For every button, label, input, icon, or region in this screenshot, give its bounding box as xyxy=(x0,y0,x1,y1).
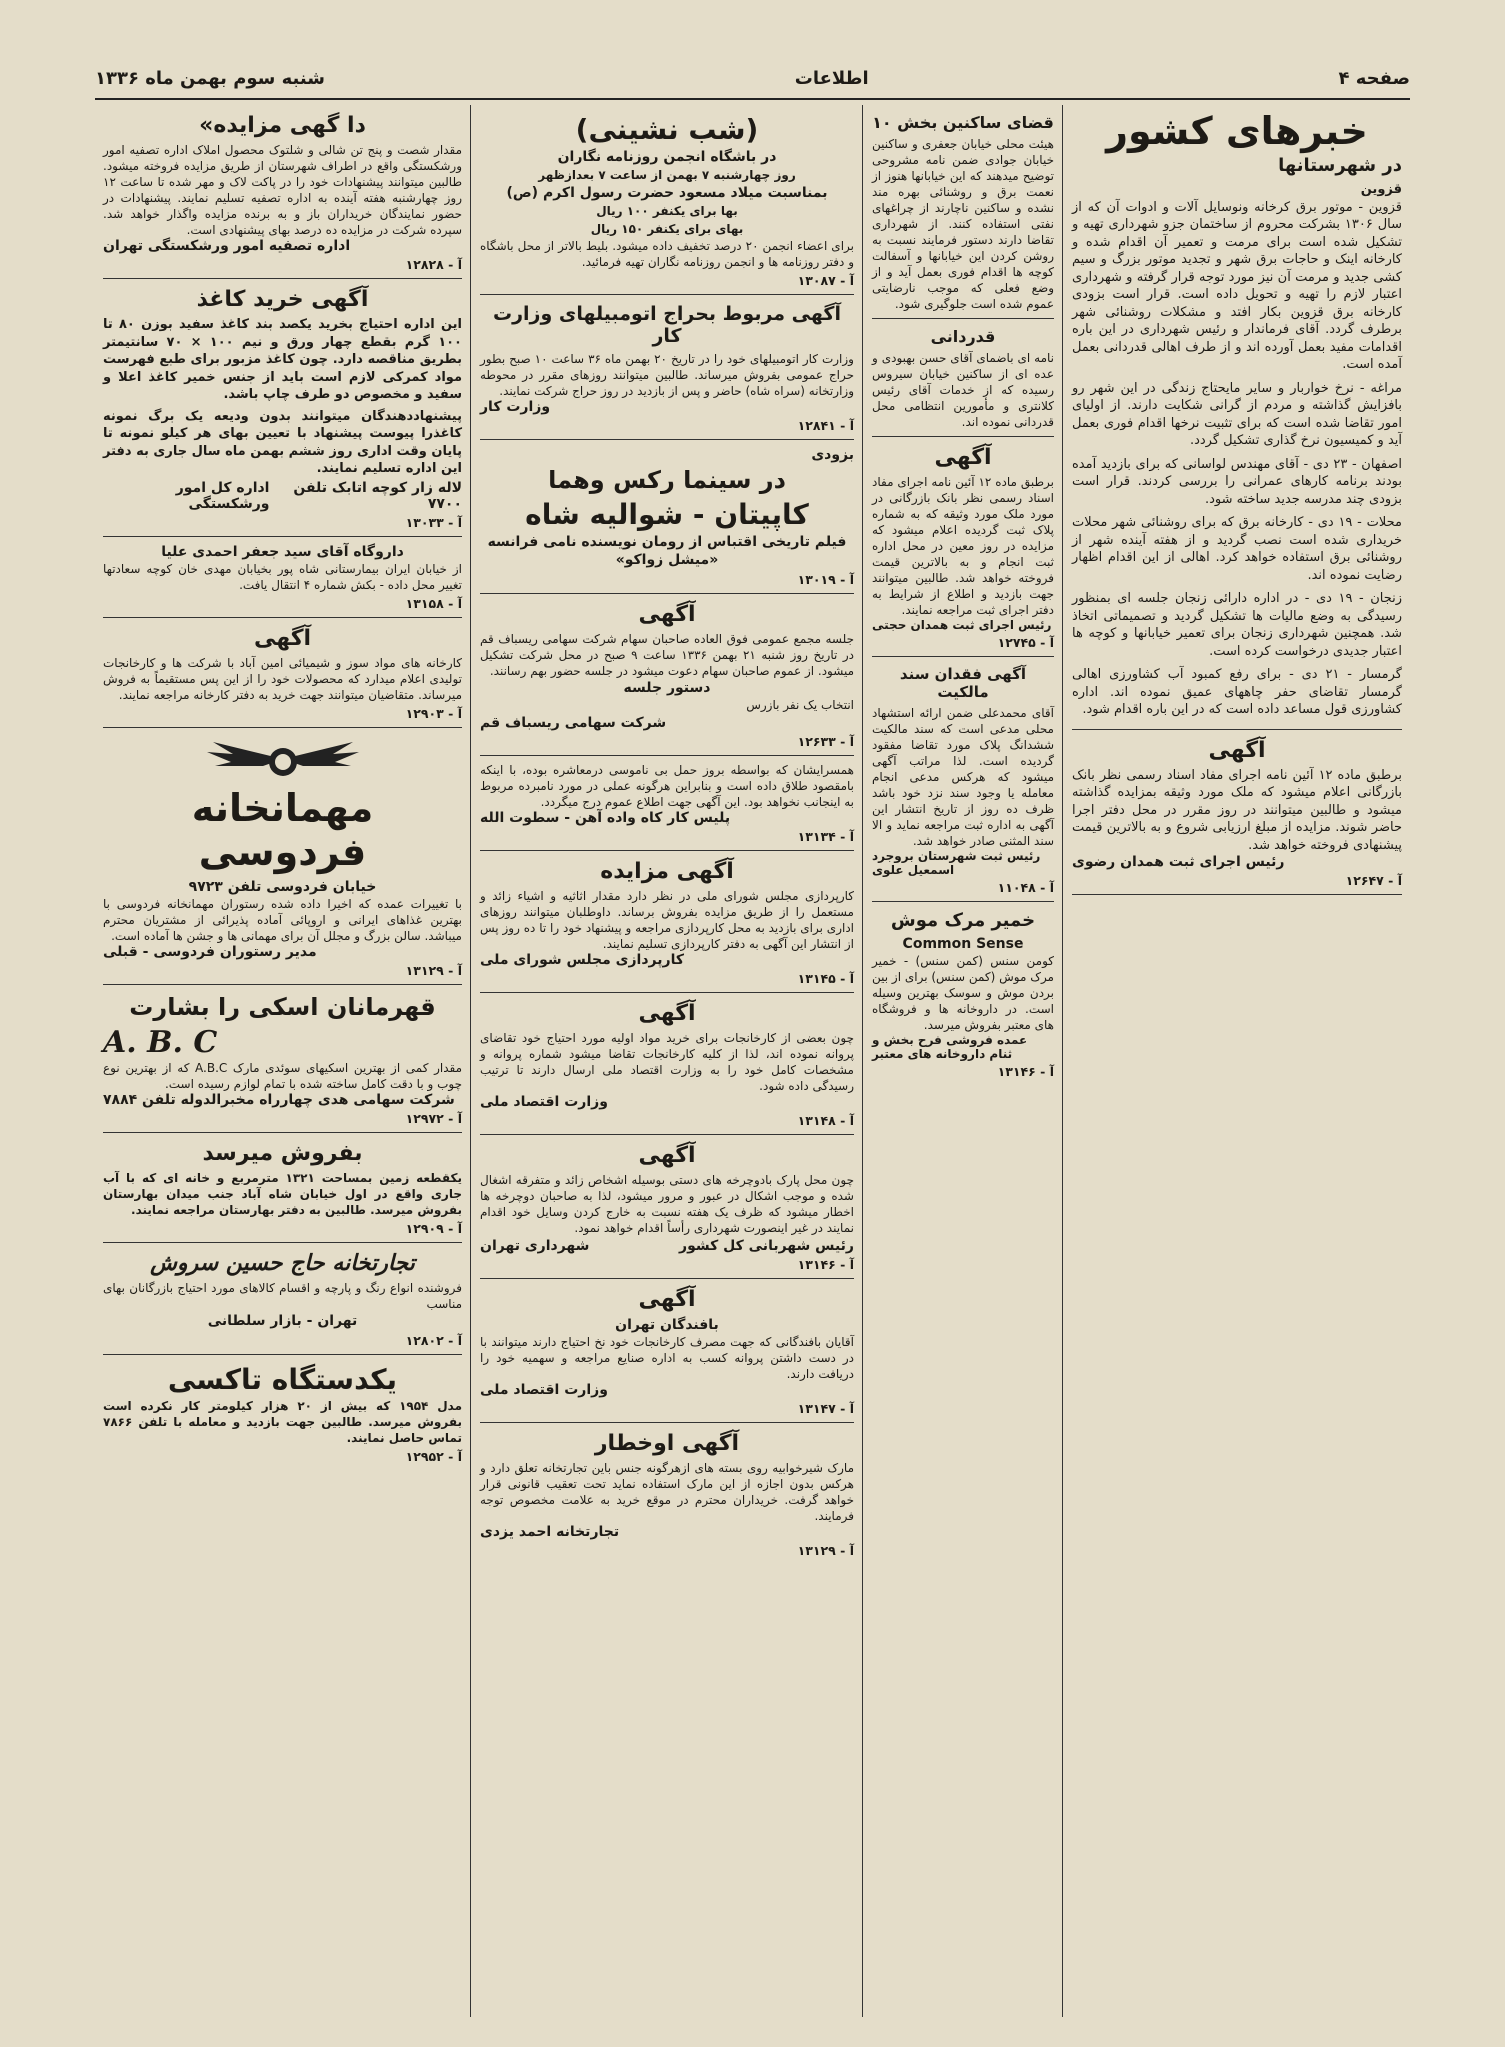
ad-box xyxy=(480,295,854,440)
newspaper-name: اطلاعات xyxy=(794,67,869,89)
ad-reference: آ - ۱۲۹۰۹ xyxy=(405,1220,462,1236)
ad-reference: آ - ۱۳۱۲۹ xyxy=(405,962,462,978)
ad-reference: آ - ۱۲۸۲۸ xyxy=(405,257,462,272)
ad-signature: عمده فروشی فرح بخش و ثنام داروخانه های معتبر xyxy=(872,1033,1028,1061)
ad-reference: آ - ۱۳۱۵۸ xyxy=(405,595,462,611)
ad-text: از خیابان ایران بیمارستانی شاه پور بخیابان مهدی خان کوچه سعادتها تغییر محل داده - بکش شماره ۴ انتقال یافت. xyxy=(103,561,462,592)
ad-signatures: لاله زار کوچه اتابک تلفن ۷۷۰۰ اداره کل امور ورشکستگی xyxy=(175,479,462,512)
news-item: قزوین - موتور برق کرخانه ونوسایل آلات و ادوات آن که از سال ۱۳۰۶ بشرکت محروم از ساختمان جزو شهرداری تهیه و تشکیل شده است برای مرمت و تعمیر آن اقدام شده و کارخانه اینک و حاجات برق شهر و تجدید موتور بزرگ و سیم کشی جدید و مرمت آن نیز مورد توجه قرار گرفته و شهرداری اعتبار لازم را تهیه و تحویل داده است. قرار است بزودی کارخانه برق قزوین بکار افتد و مشکلات روشنائی شهر برطرف گردد. آقای فرماندار و رئیس شهرداری در این باره اقدامات مفید بعمل آورده اند و از طرف اهالی قدردانی بعمل آمده است. xyxy=(1072,199,1402,372)
ad-subtitle: بافندگان تهران xyxy=(615,1316,719,1333)
ad-box xyxy=(103,105,462,279)
ad-signature: پلیس کار کاه واده آهن - سطوت الله xyxy=(480,809,731,826)
ad-subtitle: تهران - بازار سلطانی xyxy=(207,1312,358,1329)
page-header xyxy=(95,58,1410,100)
ad-text: مارک شیرخوابیه روی بسته های ازهرگونه جنس باین تجارتخانه تعلق دارد و هرکس بدون اجازه از این مارک استفاده نماید تحت تعقیب قانونی قرار خواهد گرفت. خریداران محترم در موقع خرید به علامت مخصوص توجه فرمایند. xyxy=(480,1460,854,1523)
ad-title: تجارتخانه حاج حسین سروش xyxy=(150,1250,415,1276)
ad-box xyxy=(480,1423,854,1564)
ad-signature: وزارت اقتصاد ملی xyxy=(480,1381,608,1398)
movie-title: کاپیتان - شوالیه شاه xyxy=(525,498,809,531)
ad-reference: آ - ۱۲۹۷۲ xyxy=(405,1110,462,1126)
ad-text: وزارت کار اتومبیلهای خود را در تاریخ ۲۰ بهمن ماه ۳۶ ساعت ۱۰ صبح بطور حراج عمومی بفروش میرساند. طالبین میتوانند روزهای مقرر در محوطه وزارتخانه (سراه شاه) حاضر و پس از بازدید در روز حراج شرکت نمایند. xyxy=(480,352,854,398)
ad-title: داروگاه آقای سید جعفر احمدی علیا xyxy=(161,543,404,560)
ad-signature: وزارت اقتصاد ملی xyxy=(480,1093,608,1110)
ads-column xyxy=(472,105,862,2017)
ad-reference: آ - ۱۳۱۲۹ xyxy=(797,1542,854,1558)
column-rule xyxy=(862,105,863,2017)
ad-text: برطبق ماده ۱۲ آئین نامه اجرای مفاد اسناد رسمی نظر بانک بازرگانی در مورد ملک مورد وثیقه که به شماره پلاک ثبت گردیده اعلام میشود که مزایده در روز معین در محل اداره ثبت انجام و به بالاترین قیمت فروخته خواهد شد. طالبین میتوانند جهت بازدید و اطلاع از شرایط به دفتر اجرای ثبت مراجعه نمایند. xyxy=(872,475,1054,617)
ad-text: یکقطعه زمین بمساحت ۱۳۲۱ مترمربع و خانه ای که با آب جاری واقع در اول خیابان شاه آباد جنب میدان بهارستان بفروش میرسد. طالبین به دفتر بهارستان مراجعه نمایند. xyxy=(103,1170,462,1217)
ad-subtitle: بها برای یکنفر ۱۰۰ ریال xyxy=(596,204,738,218)
ad-box xyxy=(103,618,462,728)
ad-text: مقدار شصت و پنج تن شالی و شلتوک محصول املاک اداره تصفیه امور ورشکستگی واقع در اطراف شهرستان از طریق مزایده فروخته میشود. طالبین میتوانند پیشنهادات خود را در پاکت لاک و مهر شده تا ساعت ۱۲ روز چهارشنبه هفته آینده به اداره تصفیه تسلیم نمایند. پیشنهادات در حضور نمایندگان خریداران باز و به برنده مزایده واگذار خواهد شد. سپرده شرکت در مزایده ده درصد بهای پیشنهادی است. xyxy=(103,143,462,237)
ad-signature: کارپردازی مجلس شورای ملی xyxy=(480,951,684,968)
ad-text: همسرایشان که بواسطه بروز حمل بی ناموسی درمعاشره بوده، با اینکه بامقصود طلاق داده است و بنابراین هرگونه عملی در مورد نامبرده مربوط به اینجانب نخواهد بود. این آگهی جهت اطلاع عموم درج میگردد. xyxy=(480,762,854,809)
ad-text: این اداره احتیاج بخرید یکصد بند کاغذ سفید بوزن ۸۰ تا ۱۰۰ گرم بقطع چهار ورق و نیم ۱۰۰ × ۷۰ سانتیمتر بطریق مناقصه دارد. چون کاغذ مزبور برای طبع فهرست مواد کمرکی لازم است باید از جنس خمیر کاغذ اعلا و سفید و مخصوص دو طرف چاپ باشد. xyxy=(103,317,462,402)
ad-title: آگهی فقدان سند مالکیت xyxy=(899,665,1027,701)
ad-subtitle: در باشگاه انجمن روزنامه نگاران xyxy=(557,149,777,165)
ad-title: بفروش میرسد xyxy=(202,1140,363,1166)
ad-subtitle: خیابان فردوسی تلفن ۹۷۲۳ xyxy=(188,878,377,895)
ad-signature: تجارتخانه احمد یزدی xyxy=(480,1523,620,1540)
ad-box xyxy=(872,902,1054,1085)
issue-date: شنبه سوم بهمن ماه ۱۳۳۶ xyxy=(95,67,325,89)
ad-subtitle: «میشل زواکو» xyxy=(615,552,719,568)
ad-reference: آ - ۱۲۹۰۳ xyxy=(405,705,462,721)
ad-title: آگهی xyxy=(638,1142,696,1168)
ad-text: پیشنهاددهندگان میتوانند بدون ودیعه یک برگ نمونه کاغذرا پیوست پیشنهاد با تعیین بهای هر کیلو نمونه تا پایان وقت اداری روز ششم بهمن ماه سال جاری به دفتر این اداره تسلیم نمایند. xyxy=(103,408,462,476)
ad-signature: مدیر رستوران فردوسی - قبلی xyxy=(103,943,317,960)
ad-text: کومن سنس (کمن سنس) - خمیر مرک موش (کمن سنس) برای از بین بردن موش و سوسک بهترین وسیله است. در داروخانه ها و فروشگاه های معتبر بفروش میرسد. xyxy=(872,954,1054,1032)
section-subtitle: در شهرستانها xyxy=(1278,155,1402,176)
ad-text: کارخانه های مواد سوز و شیمیائی امین آباد با شرکت ها و کارخانجات تولیدی اعلام میدارد که محصولات خود را از این پس مستقیماً به فروش میرساند. متقاضیان میتوانند جهت خرید به دفتر کارخانه مراجعه نمایند. xyxy=(103,655,462,702)
ad-reference: آ - ۱۲۸۰۲ xyxy=(405,1332,462,1348)
ad-box xyxy=(103,279,462,537)
ad-signature: شرکت سهامی ریسباف قم xyxy=(480,714,667,731)
ad-reference: آ - ۱۲۹۵۲ xyxy=(405,1448,462,1464)
ad-box xyxy=(103,1133,462,1243)
ad-title: در سینما رکس وهما xyxy=(548,466,786,494)
news-item: مراغه - نرخ خواربار و سایر مایحتاج زندگی در این شهر رو بافزایش گذاشته و مردم از گرانی شکایت دارند. از اولیای امور تقاضا شده است که برای تثبیت نرخها اقدام فوری بعمل آید و کمیسیون نرخ گذاری تشکیل گردد. xyxy=(1072,380,1402,448)
ads-column xyxy=(95,105,470,2017)
column-rule xyxy=(1062,105,1063,2017)
ad-text: مدل ۱۹۵۴ که بیش از ۲۰ هزار کیلومتر کار نکرده است بفروش میرسد. طالبین جهت بازدید و معامله با تلفن ۷۸۶۶ تماس حاصل نمایند. xyxy=(103,1398,462,1445)
news-item: محلات - ۱۹ دی - کارخانه برق که برای روشنائی شهر محلات خریداری شده است نصب گردید و از هفته آینده شهر از روشنائی برق استفاده خواهد کرد. اهالی از این اقدام اظهار رضایت نموده اند. xyxy=(1072,515,1402,583)
ad-signature: رئیس اجرای ثبت همدان حجتی xyxy=(872,618,1052,632)
ad-box xyxy=(103,1355,462,1470)
ad-title: آگهی xyxy=(253,625,312,651)
ad-reference: آ - ۱۲۶۴۷ xyxy=(1345,873,1402,888)
ad-title: (شب نشینی) xyxy=(575,113,759,146)
ad-signature: رئیس ثبت شهرستان بروجرد اسمعیل علوی xyxy=(872,849,1041,877)
ad-reference: آ - ۱۲۷۴۵ xyxy=(997,635,1054,650)
page-number: صفحه ۴ xyxy=(1338,67,1410,89)
ad-title: آگهی مزایده xyxy=(600,858,734,884)
ad-text: آقایان بافندگانی که جهت مصرف کارخانجات خود نخ احتیاج دارند میتوانند با در دست داشتن پروانه کسب به اداره صنایع مراجعه و سهمیه خود را دریافت دارند. xyxy=(480,1334,854,1381)
ad-signature: شرکت سهامی هدی چهارراه مخبرالدوله تلفن ۷۸۸۴ xyxy=(103,1091,455,1108)
ad-reference: آ - ۱۳۱۴۶ xyxy=(997,1064,1054,1079)
ad-text: انتخاب یک نفر بازرس xyxy=(746,698,854,712)
ad-text: چون بعضی از کارخانجات برای خرید مواد اولیه مورد احتیاج خود تقاضای پروانه نموده اند، لذا از کلیه کارخانجات تقاضا میشود شماره پروانه و مشخصات کامل خود را به وزارت اقتصاد ملی ارسال دارند تا ترتیب رسیدگی داده شود. xyxy=(480,1030,854,1093)
ad-reference: آ - ۱۳۱۴۶ xyxy=(797,1256,854,1272)
ad-title: قهرمانان اسکی را بشارت xyxy=(129,992,436,1021)
ad-title: آگهی xyxy=(934,445,992,470)
ad-text: کارپردازی مجلس شورای ملی در نظر دارد مقدار اثاثیه و اشیاء زائد و مستعمل را از طریق مزایده بفروش برساند. داوطلبان میتوانند روزهای اداری برای بازدید به محل کارپردازی مراجعه و پیشنهاد خود را تا ده روز پس از انتشار این آگهی به دفتر کارپردازی تسلیم نمایند. xyxy=(480,888,854,951)
ad-title: آگهی مربوط بحراج اتومبیلهای وزارت کار xyxy=(493,303,841,347)
ad-text: هیئت محلی خیابان جعفری و ساکنین خیابان جوادی ضمن نامه مشروحی توضیح میدهند که این خیابانها هنوز از نعمت برق و روشنائی بهره مند نشده و ساکنین ناچارند از چراغهای نفتی استفاده کنند. از شهرداری تقاضا دارند دستور فرمایند نسبت به روشن کردن این خیابانها و آسفالت کوچه ها اقدام فوری بعمل آید و از وضع فعلی که موجب نارضایتی عموم شده است جلوگیری شود. xyxy=(872,137,1054,311)
ad-reference: آ - ۱۳۱۴۷ xyxy=(797,1400,854,1416)
ad-box xyxy=(480,993,854,1135)
ad-reference: آ - ۱۲۸۴۱ xyxy=(797,418,854,433)
ad-text: فروشنده انواع رنگ و پارچه و اقسام کالاهای مورد احتیاج بازرگانان بهای مناسب xyxy=(103,1280,462,1311)
ad-signature: وزارت کار xyxy=(480,399,551,415)
ad-box xyxy=(480,1135,854,1279)
ad-box xyxy=(480,105,854,295)
news-column xyxy=(864,105,1062,2017)
ad-reference: آ - ۱۳۱۴۵ xyxy=(797,970,854,986)
ad-title: آگهی xyxy=(638,1286,696,1312)
ad-text: برای اعضاء انجمن ۲۰ درصد تخفیف داده میشود. بلیط بالاتر از محل باشگاه و دفتر روزنامه ها و انجمن روزنامه نگاران تهیه فرمائید. xyxy=(480,239,854,269)
section-title: خبرهای کشور xyxy=(1106,109,1368,153)
ad-title: آگهی xyxy=(638,602,696,627)
news-item: گرمسار - ۲۱ دی - برای رفع کمبود آب کشاورزی اهالی گرمسار تقاضای حفر چاههای عمیق نموده اند. اداره کشاورزی قول مساعد داده است که در این باره اقدام شود. xyxy=(1072,667,1403,717)
ad-subtitle: بهای برای یکنفر ۱۵۰ ریال xyxy=(590,222,744,236)
wings-emblem-icon xyxy=(203,736,363,782)
ad-title: یکدستگاه تاکسی xyxy=(167,1362,398,1396)
column-rule xyxy=(470,105,471,2017)
ad-signature: اداره تصفیه امور ورشکستگی تهران xyxy=(103,238,351,254)
ad-box xyxy=(872,319,1054,437)
ad-box xyxy=(872,105,1054,319)
ad-subtitle: روز چهارشنبه ۷ بهمن از ساعت ۷ بعدازظهر xyxy=(538,168,796,182)
ad-text: مقدار کمی از بهترین اسکیهای سوئدی مارک A.B.C که از بهترین نوع چوب و با دقت کامل ساخته شده با تمام لوازم رسیده است. xyxy=(103,1060,462,1091)
ad-reference: آ - ۱۳۰۱۹ xyxy=(797,572,854,587)
ad-text: برطبق ماده ۱۲ آئین نامه اجرای مفاد اسناد رسمی نظر بانک بازرگانی اعلام میشود که ملک مورد وثیقه بمزایده گذاشته میشود و طالبین میتوانند در روز مقرر در محل دفتر اجرا حاضر شوند. مزایده از مبلغ ارزیابی شروع و به بالاترین قیمت پیشنهادی فروخته خواهد شد. xyxy=(1072,767,1402,853)
ad-box xyxy=(480,756,854,851)
brand-name: A. B. C xyxy=(103,1024,218,1060)
ad-box xyxy=(872,437,1054,657)
ad-title: آگهی xyxy=(638,1000,696,1026)
ad-box xyxy=(103,537,462,618)
ad-text: آقای محمدعلی ضمن ارائه استشهاد محلی مدعی است که سند مالکیت ششدانگ پلاک مورد تقاضا مفقود گردیده است. لذا مراتب آگهی میشود که هرکس مدعی انجام معامله یا وجود سند نزد خود باشد ظرف ده روز از تاریخ انتشار این آگهی به اداره ثبت مراجعه نماید و الا سند المثنی صادر خواهد شد. xyxy=(872,706,1054,848)
brand-name: Common Sense xyxy=(902,936,1024,952)
news-column xyxy=(1064,105,1410,2017)
ad-box xyxy=(1072,729,1402,896)
ad-box xyxy=(480,594,854,756)
ad-reference: آ - ۱۳۰۸۷ xyxy=(797,273,854,288)
ad-text: نامه ای باضمای آقای حسن بهبودی و عده ای از ساکنین خیابان سیروس رسیده که از خدمات آقای رئیس کلانتری و مأمورین انتظامی محل قدردانی نموده اند. xyxy=(872,351,1054,429)
ad-box xyxy=(480,1279,854,1423)
ad-title: آگهی خرید کاغذ xyxy=(196,287,369,312)
ad-reference: آ - ۱۱۰۴۸ xyxy=(997,880,1054,895)
news-item: زنجان - ۱۹ دی - در اداره دارائی زنجان جلسه ای بمنظور رسیدگی به وضع مالیات ها تشکیل گردید و تصمیماتی اتخاذ شد. همچنین شهرداری زنجان برای تعمیر خیابانها و کوچه ها اعتبار جدیدی درخواست کرده است. xyxy=(1072,591,1402,659)
ad-title: قدردانی xyxy=(930,327,996,346)
ad-reference: آ - ۱۲۶۳۳ xyxy=(797,733,854,749)
news-heading: قزوین xyxy=(1360,182,1402,197)
ad-reference: آ - ۱۳۱۴۸ xyxy=(797,1112,854,1128)
ad-text: با تغییرات عمده که اخیرا داده شده رستوران مهمانخانه فردوسی با بهترین غذاهای ایرانی و اروپائی آماده پذیرائی از مشتریان محترم میباشد. سالن بزرگ و مجلل آن برای مهمانی ها و جشن ها آماده است. xyxy=(103,896,462,943)
ad-title: خمیر مرک موش xyxy=(890,910,1036,931)
ad-reference: آ - ۱۳۱۳۴ xyxy=(797,828,854,844)
ad-subtitle: فیلم تاریخی اقتباس از رومان نویسنده نامی فرانسه xyxy=(487,534,847,550)
ad-title: آگهی xyxy=(1208,737,1266,763)
ad-tag: بزودی xyxy=(811,447,854,463)
ad-box xyxy=(103,728,462,985)
ad-text: جلسه مجمع عمومی فوق العاده صاحبان سهام شرکت سهامی ریسباف قم در تاریخ روز شنبه ۲۱ بهمن ۱۳۳۶ ساعت ۹ صبح در محل شرکت تشکیل میشود. از عموم صاحبان سهام دعوت میشود در جلسه حضور بهم رسانند. xyxy=(480,632,854,678)
ad-title: دا گهی مزایده» xyxy=(199,113,366,138)
ad-title: قضای ساکنین بخش ۱۰ xyxy=(872,113,1054,132)
ad-subtitle: بمناسبت میلاد مسعود حضرت رسول اکرم (ص) xyxy=(506,185,828,201)
ad-box xyxy=(103,985,462,1133)
hotel-name: مهمانخانه فردوسی xyxy=(191,785,374,874)
news-item: اصفهان - ۲۳ دی - آقای مهندس لواسانی که برای بازدید آمده بودند برنامه کارهای عمرانی را بررسی کردند. قرار است بزودی چند مدرسه جدید ساخته شود. xyxy=(1072,456,1402,507)
ad-signatures: رئیس شهربانی کل کشور شهرداری تهران xyxy=(480,1237,854,1254)
ad-box xyxy=(480,440,854,594)
ad-box xyxy=(480,851,854,993)
ad-subtitle: دستور جلسه xyxy=(623,680,711,696)
ad-box xyxy=(103,1243,462,1355)
ad-box xyxy=(872,657,1054,902)
ad-title: آگهی اوخطار xyxy=(594,1430,740,1456)
ad-reference: آ - ۱۳۰۳۳ xyxy=(405,514,462,530)
ad-signature: رئیس اجرای ثبت همدان رضوی xyxy=(1072,854,1285,870)
ad-text: چون محل پارک بادوچرخه های دستی بوسیله اشخاص زائد و متفرقه اشغال شده و موجب اشکال در عبور و مرور میشود، لذا به صاحبان دوچرخه ها اخطار میشود که ظرف یک هفته نسبت به خارج کردن وسایل خود اقدام نمایند در غیر اینصورت شهرداری رأساً اقدام خواهد نمود. xyxy=(480,1172,854,1235)
